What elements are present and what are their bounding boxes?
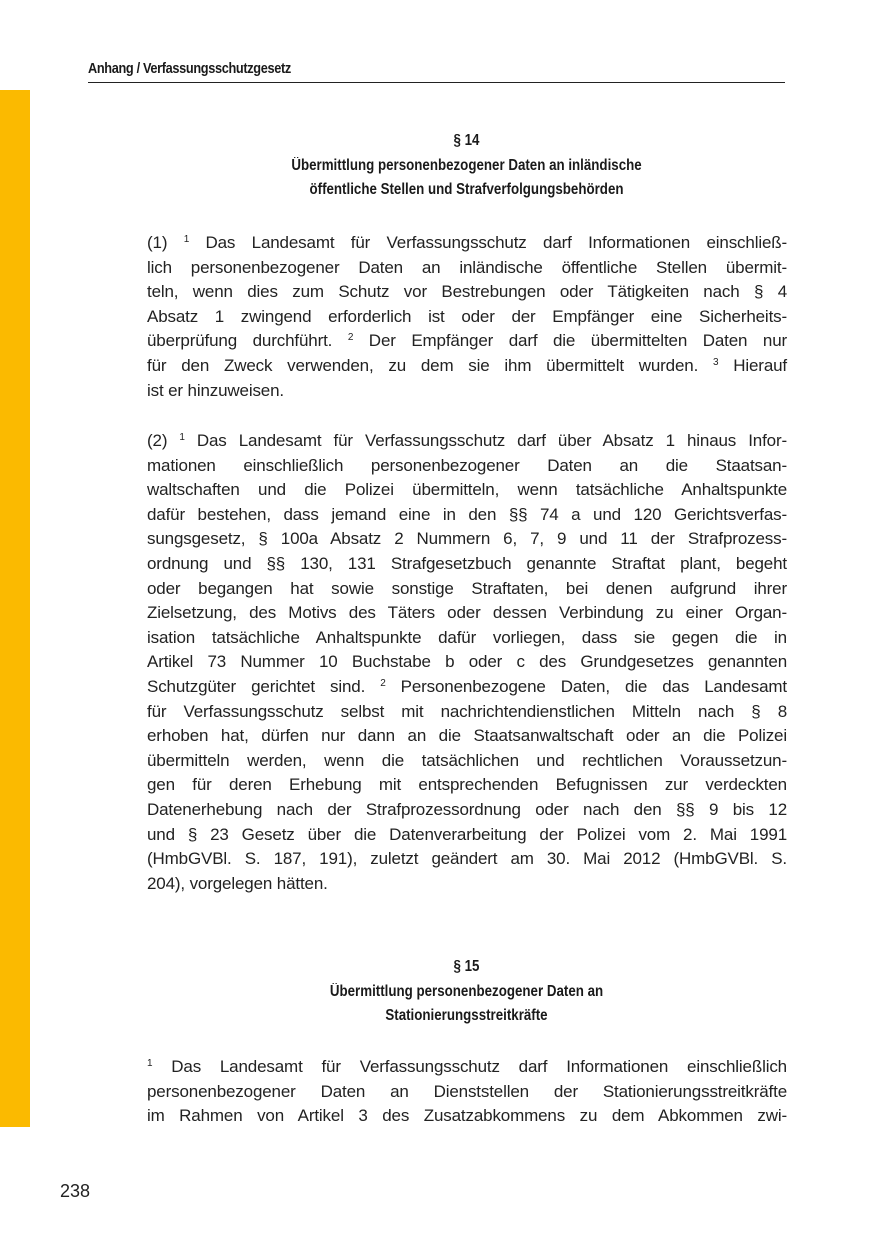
text-line — [147, 872, 787, 897]
text-segment: Absatz 1 zwingend erforderlich ist oder der Empfänger eine Sicherheits- — [147, 306, 787, 326]
section-title-line: Stationierungsstreitkräfte — [385, 1007, 548, 1024]
text-line — [147, 847, 787, 872]
text-segment: 204), vorgelegen hätten. — [147, 873, 328, 893]
sentence-number: 2 — [347, 332, 354, 344]
text-segment: lich personenbezogener Daten an inländische öffentliche Stellen übermit- — [147, 257, 787, 277]
text-segment: für Verfassungsschutz selbst mit nachrichtendienstlichen Mitteln nach § 8 — [147, 701, 787, 721]
section-title-line: Übermittlung personenbezogener Daten an — [329, 982, 604, 1000]
text-segment: isation tatsächliche Anhaltspunkte dafür vorliegen, dass sie gegen die in — [147, 627, 787, 647]
text-segment: Hierauf — [718, 355, 788, 375]
section-number: § 15 — [453, 958, 480, 975]
text-segment: waltschaften und die Polizei übermitteln, wenn tatsächliche Anhaltspunkte — [147, 480, 787, 500]
text-segment: oder begangen hat sowie sonstige Straftaten, bei denen aufgrund ihrer — [147, 578, 787, 598]
running-head: Anhang / Verfassungsschutzgesetz — [88, 61, 291, 77]
text-line — [147, 577, 787, 602]
text-line — [147, 773, 787, 798]
text-line — [147, 329, 787, 354]
text-segment: Der Empfänger darf die übermittelten Daten nur — [353, 331, 788, 351]
page-number: 238 — [60, 1181, 91, 1201]
text-segment: Personenbezogene Daten, die das Landesamt — [385, 676, 787, 696]
text-segment: Artikel 73 Nummer 10 Buchstabe b oder c des Grundgesetzes genannten — [147, 652, 787, 672]
text-segment: Das Landesamt für Verfassungsschutz darf Informationen einschließ- — [189, 233, 787, 252]
text-line — [147, 601, 787, 626]
text-line — [147, 749, 787, 774]
sentence-number: 1 — [179, 432, 185, 443]
text-segment: Zielsetzung, des Motivs des Täters oder dessen Verbindung zu einer Organ- — [147, 603, 787, 623]
text-line — [147, 527, 787, 552]
text-line — [147, 454, 787, 479]
text-segment: für den Zweck verwenden, zu dem sie ihm übermittelt wurden. — [147, 355, 713, 375]
text-line — [147, 429, 787, 454]
header-rule — [88, 82, 785, 83]
section-title-line: Übermittlung personenbezogener Daten an inländische — [291, 156, 642, 174]
text-segment: sungsgesetz, § 100a Absatz 2 Nummern 6, 7, 9 und 11 der Strafprozess- — [147, 529, 787, 549]
text-segment: (2) — [147, 431, 180, 450]
text-segment: Schutzgüter gerichtet sind. — [147, 676, 381, 696]
text-line — [147, 1080, 787, 1105]
text-line — [147, 650, 787, 675]
section-15-heading — [147, 955, 786, 1029]
sentence-number: 3 — [713, 356, 719, 368]
paragraph-15 — [147, 1055, 787, 1129]
text-line — [147, 552, 787, 577]
text-segment: ist er hinzuweisen. — [147, 380, 284, 400]
text-segment: Das Landesamt für Verfassungsschutz darf über Absatz 1 hinaus Infor- — [184, 431, 787, 450]
text-segment: dafür bestehen, dass jemand eine in den §§ 74 a und 120 Gerichtsverfas- — [147, 504, 787, 524]
text-segment: überprüfung durchführt. — [147, 331, 348, 351]
text-segment: teln, wenn dies zum Schutz vor Bestrebungen oder Tätigkeiten nach § 4 — [147, 282, 787, 302]
text-segment: (HmbGVBl. S. 187, 191), zuletzt geändert am 30. Mai 2012 (HmbGVBl. S. — [147, 849, 787, 869]
text-segment: mationen einschließlich personenbezogener Daten an die Staatsan- — [147, 455, 787, 475]
text-line — [147, 798, 787, 823]
text-segment: Datenerhebung nach der Strafprozessordnung oder nach den §§ 9 bis 12 — [147, 799, 787, 819]
sentence-number: 1 — [183, 234, 190, 245]
text-segment: gen für deren Erhebung mit entsprechenden Befugnissen zur verdeckten — [147, 775, 787, 795]
section-14-heading — [147, 129, 786, 203]
chapter-color-bar — [0, 90, 30, 1127]
sentence-number: 2 — [380, 677, 386, 689]
text-line — [147, 354, 787, 379]
sentence-number: 1 — [147, 1058, 153, 1069]
text-line — [147, 1055, 787, 1080]
section-number: § 14 — [453, 132, 480, 149]
text-line — [147, 724, 787, 749]
text-segment: und § 23 Gesetz über die Datenverarbeitung der Polizei vom 2. Mai 1991 — [147, 824, 787, 844]
text-segment: übermitteln werden, wenn die tatsächlichen und rechtlichen Voraussetzun- — [147, 750, 787, 770]
text-line — [147, 280, 787, 305]
text-line — [147, 700, 787, 725]
text-segment: erhoben hat, dürfen nur dann an die Staatsanwaltschaft oder an die Polizei — [147, 726, 787, 746]
text-line — [147, 305, 787, 330]
text-line — [147, 256, 787, 281]
text-line — [147, 675, 787, 700]
text-line — [147, 231, 787, 256]
text-segment: im Rahmen von Artikel 3 des Zusatzabkommens zu dem Abkommen zwi- — [147, 1106, 787, 1126]
text-segment: personenbezogener Daten an Dienststellen der Stationierungsstreitkräfte — [147, 1081, 787, 1101]
text-line — [147, 626, 787, 651]
text-line — [147, 1104, 787, 1129]
paragraph-14-1 — [147, 231, 787, 403]
paragraph-14-2 — [147, 429, 787, 896]
text-segment: ordnung und §§ 130, 131 Strafgesetzbuch genannte Straftat plant, begeht — [147, 553, 787, 573]
text-line — [147, 379, 787, 404]
text-segment: (1) — [147, 233, 184, 252]
text-line — [147, 503, 787, 528]
section-title-line: öffentliche Stellen und Strafverfolgungsbehörden — [309, 181, 624, 198]
text-segment: Das Landesamt für Verfassungsschutz darf Informationen einschließlich — [152, 1057, 787, 1076]
text-line — [147, 823, 787, 848]
text-line — [147, 478, 787, 503]
